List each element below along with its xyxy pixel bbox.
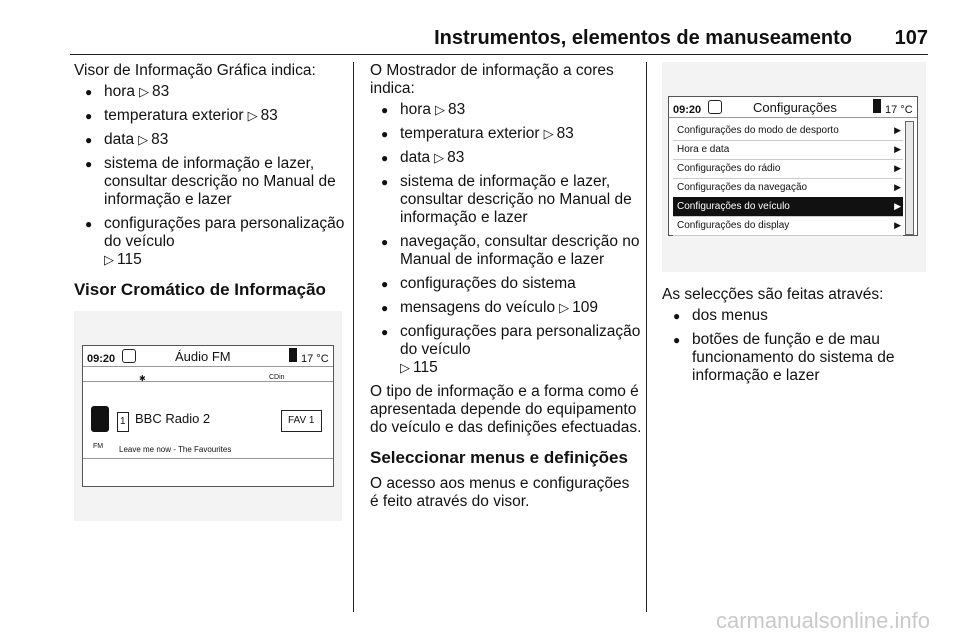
page-ref[interactable]: ▷ 115 xyxy=(104,251,142,268)
list-item: ● dos menus xyxy=(662,307,934,325)
menu-item[interactable]: Configurações da navegação ▶ xyxy=(673,178,903,198)
arrow-ref-icon: ▷ xyxy=(247,108,258,123)
section-heading: Seleccionar menus e definições xyxy=(370,448,628,467)
list-item: ● configurações para personalização do veículo ▷ 115 xyxy=(74,215,346,269)
page-ref[interactable]: ▷ 115 xyxy=(400,359,438,376)
list-item: ● sistema de informação e lazer, consultar descrição no Manual de informação e lazer xyxy=(370,173,642,227)
list-item: ● sistema de informação e lazer, consultar descrição no Manual de informação e lazer xyxy=(74,155,346,209)
column-3 xyxy=(662,62,934,391)
arrow-ref-icon: ▷ xyxy=(104,252,114,267)
arrow-ref-icon: ▷ xyxy=(543,126,554,141)
column-1 xyxy=(74,62,346,521)
list-item: ● hora ▷ 83 xyxy=(74,83,346,101)
song-title: Leave me now - The Favourites xyxy=(119,445,232,454)
band-label: FM xyxy=(93,443,104,450)
chevron-right-icon: ▶ xyxy=(894,201,901,211)
thermometer-icon xyxy=(289,348,297,362)
chevron-right-icon: ▶ xyxy=(894,163,901,173)
page-ref[interactable]: ▷ 83 xyxy=(139,83,170,100)
intro-text: Visor de Informação Gráfica indica: xyxy=(74,62,316,79)
screen-temp: 17 °C xyxy=(885,104,913,116)
check-icon xyxy=(708,100,722,114)
list-item: ● temperatura exterior ▷ 83 xyxy=(74,107,346,125)
page-number: 107 xyxy=(894,27,928,49)
body-paragraph: O acesso aos menus e configurações é feito através do visor. xyxy=(370,475,630,510)
list-item: ● navegação, consultar descrição no Manual de informação e lazer xyxy=(370,233,642,269)
page-ref[interactable]: ▷ 83 xyxy=(435,101,466,118)
scrollbar[interactable] xyxy=(905,121,914,235)
chevron-right-icon: ▶ xyxy=(894,125,901,135)
arrow-ref-icon: ▷ xyxy=(435,102,446,117)
menu-item[interactable]: Configurações do display ▶ xyxy=(673,216,903,236)
menu-item[interactable]: Configurações do modo de desporto ▶ xyxy=(673,121,903,141)
menu-item[interactable]: Configurações do rádio ▶ xyxy=(673,159,903,179)
page-ref[interactable]: ▷ 109 xyxy=(559,299,598,316)
body-paragraph: O tipo de informação e a forma como é apresentada depende do equipamento do veículo e das definições efectuadas. xyxy=(370,383,642,436)
arrow-ref-icon: ▷ xyxy=(559,300,570,315)
page-ref[interactable]: ▷ 83 xyxy=(434,149,465,166)
list-item: ● data ▷ 83 xyxy=(370,149,642,167)
thermometer-icon xyxy=(873,99,881,113)
chevron-right-icon: ▶ xyxy=(894,182,901,192)
page-ref[interactable]: ▷ 83 xyxy=(247,107,278,124)
screen-time: 09:20 xyxy=(87,353,116,365)
page-header xyxy=(70,26,928,55)
arrow-ref-icon: ▷ xyxy=(434,150,445,165)
column-2 xyxy=(370,62,642,514)
preset-number: 1 xyxy=(117,412,129,432)
watermark: carmanualsonline.info xyxy=(715,608,930,633)
page-ref[interactable]: ▷ 83 xyxy=(543,125,574,142)
column-divider xyxy=(353,62,354,612)
arrow-ref-icon: ▷ xyxy=(400,360,410,375)
section-heading: Visor Cromático de Informação xyxy=(74,280,326,299)
station-name: BBC Radio 2 xyxy=(135,411,211,426)
list-item: ● mensagens do veículo ▷ 109 xyxy=(370,299,642,317)
intro-text: As selecções são feitas através: xyxy=(662,286,884,303)
bullet-list xyxy=(370,101,642,377)
screen-time: 09:20 xyxy=(673,104,702,116)
bullet-list xyxy=(74,83,346,269)
menu-item[interactable]: Configurações do veículo ▶ xyxy=(673,197,903,217)
check-icon xyxy=(122,349,136,363)
list-item: ● botões de função e de mau funcionamento do sistema de informação e lazer xyxy=(662,331,934,385)
audio-screen-image xyxy=(74,311,342,521)
intro-text: O Mostrador de informação a cores indica: xyxy=(370,62,614,97)
fav-button[interactable]: FAV 1 xyxy=(281,410,322,432)
column-divider xyxy=(646,62,647,612)
screen-title: Áudio FM xyxy=(175,349,231,364)
radio-antenna-icon xyxy=(91,406,109,432)
list-item: ● temperatura exterior ▷ 83 xyxy=(370,125,642,143)
list-item: ● hora ▷ 83 xyxy=(370,101,642,119)
bluetooth-icon: ✱ xyxy=(139,374,146,383)
arrow-ref-icon: ▷ xyxy=(138,132,149,147)
list-item: ● configurações do sistema xyxy=(370,275,642,293)
page-ref[interactable]: ▷ 83 xyxy=(138,131,169,148)
list-item: ● configurações para personalização do veículo ▷ 115 xyxy=(370,323,642,377)
screen-title: Configurações xyxy=(753,100,837,115)
header-title: Instrumentos, elementos de manuseamento xyxy=(434,27,852,49)
arrow-ref-icon: ▷ xyxy=(139,84,150,99)
bullet-list xyxy=(662,307,934,385)
cd-label: CDin xyxy=(269,374,285,381)
settings-screen-image xyxy=(662,62,926,272)
menu-item[interactable]: Hora e data ▶ xyxy=(673,140,903,160)
chevron-right-icon: ▶ xyxy=(894,144,901,154)
list-item: ● data ▷ 83 xyxy=(74,131,346,149)
chevron-right-icon: ▶ xyxy=(894,220,901,230)
screen-temp: 17 °C xyxy=(301,353,329,365)
